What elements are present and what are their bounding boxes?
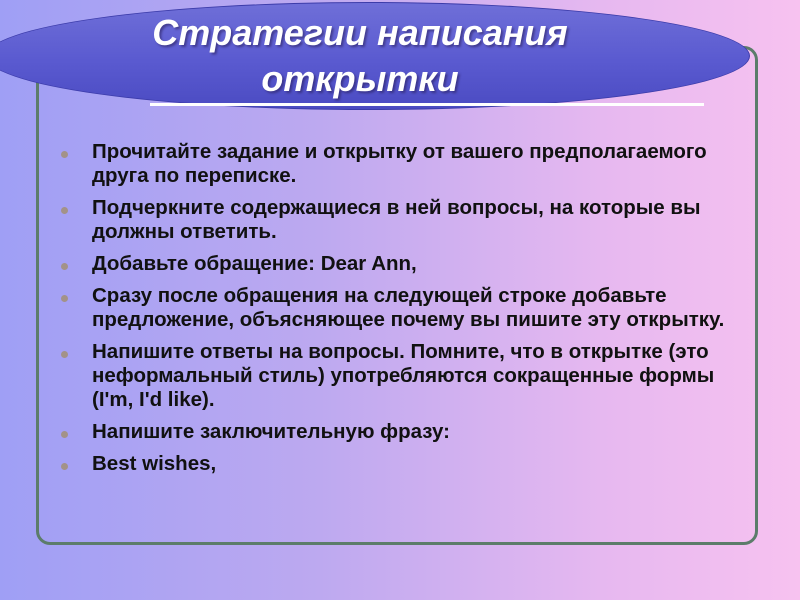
bullet-marker [61,431,68,438]
bullet-item [58,140,738,188]
bullet-text: Напишите заключительную фразу: [92,420,450,443]
bullet-marker [61,351,68,358]
bullet-text: Добавьте обращение: Dear Ann, [92,252,417,275]
bullet-marker [61,463,68,470]
title-underline [150,103,704,106]
bullet-text: Подчеркните содержащиеся в ней вопросы, на которые вы должны ответить. [92,196,701,243]
bullet-item [58,252,738,276]
bullet-item [58,340,738,412]
bullet-text: Best wishes, [92,452,217,475]
slide-title: Стратегии написания открытки [152,12,568,99]
bullet-item [58,452,738,476]
bullet-marker [61,151,68,158]
bullet-marker [61,295,68,302]
bullet-item [58,284,738,332]
bullet-text: Сразу после обращения на следующей строке добавьте предложение, объясняющее почему вы пишите эту открытку. [92,284,725,331]
bullet-list [58,140,738,484]
bullet-marker [61,207,68,214]
bullet-text: Прочитайте задание и открытку от вашего предполагаемого друга по переписке. [92,140,707,187]
bullet-text: Напишите ответы на вопросы. Помните, что в открытке (это неформальный стиль) употребляются сокращенные формы (I'm, I'd like). [92,340,715,411]
bullet-item [58,420,738,444]
bullet-item [58,196,738,244]
bullet-marker [61,263,68,270]
